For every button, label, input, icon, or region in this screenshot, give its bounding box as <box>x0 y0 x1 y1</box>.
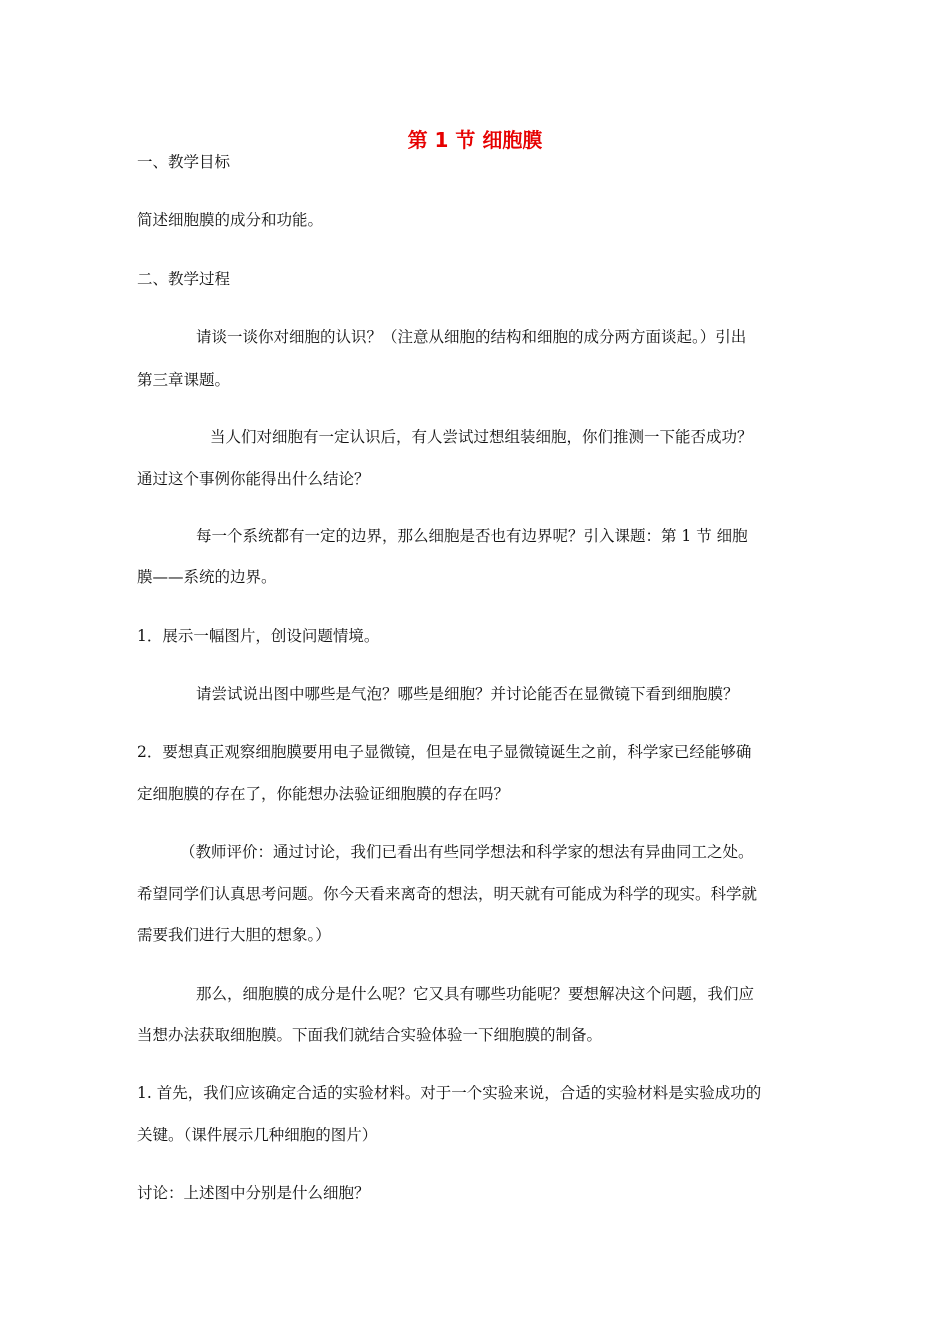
list-item: 2．要想真正观察细胞膜要用电子显微镜，但是在电子显微镜诞生之前，科学家已经能够确 <box>137 743 752 761</box>
paragraph-line: 第三章课题。 <box>137 371 231 389</box>
list-item: 1. 首先，我们应该确定合适的实验材料。对于一个实验来说，合适的实验材料是实验成功的 <box>137 1084 762 1102</box>
paragraph-line: 当人们对细胞有一定认识后，有人尝试过想组装细胞，你们推测一下能否成功？ <box>210 428 753 446</box>
heading-teaching-goals: 一、教学目标 <box>137 153 231 171</box>
paragraph-line: 关键。（课件展示几种细胞的图片） <box>137 1126 378 1144</box>
paragraph-line: 请谈一谈你对细胞的认识？（注意从细胞的结构和细胞的成分两方面谈起。）引出 <box>196 328 747 346</box>
list-item: 1．展示一幅图片，创设问题情境。 <box>137 627 380 645</box>
document-title: 第 1 节 细胞膜 <box>407 128 543 152</box>
paragraph-line: 通过这个事例你能得出什么结论？ <box>137 470 370 488</box>
paragraph-line: 希望同学们认真思考问题。你今天看来离奇的想法，明天就有可能成为科学的现实。科学就 <box>137 885 758 903</box>
paragraph-line: 膜——系统的边界。 <box>137 568 277 586</box>
paragraph-line: 需要我们进行大胆的想象。） <box>137 926 331 944</box>
paragraph-line: 每一个系统都有一定的边界，那么细胞是否也有边界呢？引入课题：第 1 节 细胞 <box>196 527 748 545</box>
paragraph-line: （教师评价：通过讨论，我们已看出有些同学想法和科学家的想法有异曲同工之处。 <box>180 843 754 861</box>
paragraph-line: 简述细胞膜的成分和功能。 <box>137 211 324 229</box>
paragraph-line: 讨论：上述图中分别是什么细胞？ <box>137 1184 370 1202</box>
paragraph-line: 请尝试说出图中哪些是气泡？哪些是细胞？并讨论能否在显微镜下看到细胞膜？ <box>196 685 739 703</box>
heading-teaching-process: 二、教学过程 <box>137 270 231 288</box>
paragraph-line: 那么，细胞膜的成分是什么呢？它又具有哪些功能呢？要想解决这个问题，我们应 <box>196 985 755 1003</box>
paragraph-line: 定细胞膜的存在了，你能想办法验证细胞膜的存在吗？ <box>137 785 510 803</box>
paragraph-line: 当想办法获取细胞膜。下面我们就结合实验体验一下细胞膜的制备。 <box>137 1026 603 1044</box>
